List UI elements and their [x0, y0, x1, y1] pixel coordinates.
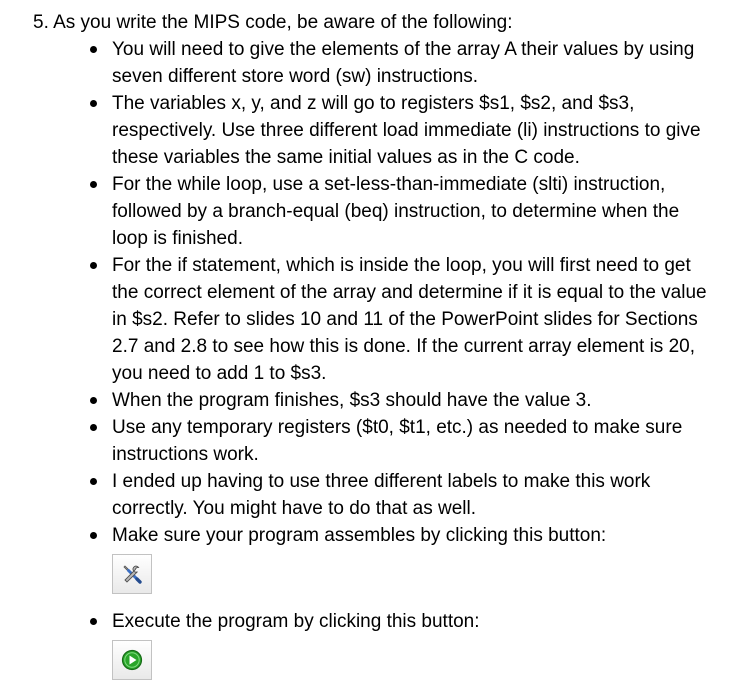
list-item [0, 414, 712, 468]
list-item-text: You will need to give the elements of the array A their values by using seven different store word (sw) instructions. [112, 39, 695, 87]
instruction-list [0, 36, 745, 694]
assemble-button-container [112, 554, 712, 594]
list-item-text: For the if statement, which is inside the loop, you will first need to get the correct element of the array and determine if it is equal to the value in $s2. Refer to slides 10 and 11 of the PowerPoint slides for Sections 2.7 and 2.8 to see how this is done. If the current array element is 20, you need to add 1 to $s3. [112, 255, 707, 384]
assemble-button[interactable] [112, 554, 152, 594]
list-item-text: The variables x, y, and z will go to registers $s1, $s2, and $s3, respectively. Use three different load immediate (li) instructions to give these variables the same initial values as in the C code. [112, 93, 701, 168]
run-button-container [112, 640, 712, 680]
bullet-dot [90, 424, 97, 431]
list-item [0, 90, 712, 171]
step-heading: 5. As you write the MIPS code, be aware of the following: [33, 12, 513, 33]
list-item-text: Make sure your program assembles by clicking this button: [112, 525, 607, 546]
list-item-text: For the while loop, use a set-less-than-immediate (slti) instruction, followed by a branch-equal (beq) instruction, to determine when the loop is finished. [112, 174, 680, 249]
bullet-dot [90, 397, 97, 404]
list-item [0, 36, 712, 90]
bullet-dot [90, 478, 97, 485]
bullet-dot [90, 532, 97, 539]
list-item-text: Execute the program by clicking this button: [112, 611, 480, 632]
list-item [0, 608, 712, 680]
run-button[interactable] [112, 640, 152, 680]
play-icon [121, 649, 143, 671]
list-item [0, 171, 712, 252]
wrench-screwdriver-icon [121, 563, 143, 585]
bullet-dot [90, 100, 97, 107]
bullet-dot [90, 181, 97, 188]
list-item-text: Use any temporary registers ($t0, $t1, etc.) as needed to make sure instructions work. [112, 417, 683, 465]
list-item [0, 522, 712, 594]
list-item [0, 387, 712, 414]
list-item-text: I ended up having to use three different labels to make this work correctly. You might have to do that as well. [112, 471, 651, 519]
bullet-dot [90, 262, 97, 269]
list-item [0, 252, 712, 387]
list-item [0, 468, 712, 522]
bullet-dot [90, 618, 97, 625]
list-item-text: When the program finishes, $s3 should have the value 3. [112, 390, 592, 411]
bullet-dot [90, 46, 97, 53]
